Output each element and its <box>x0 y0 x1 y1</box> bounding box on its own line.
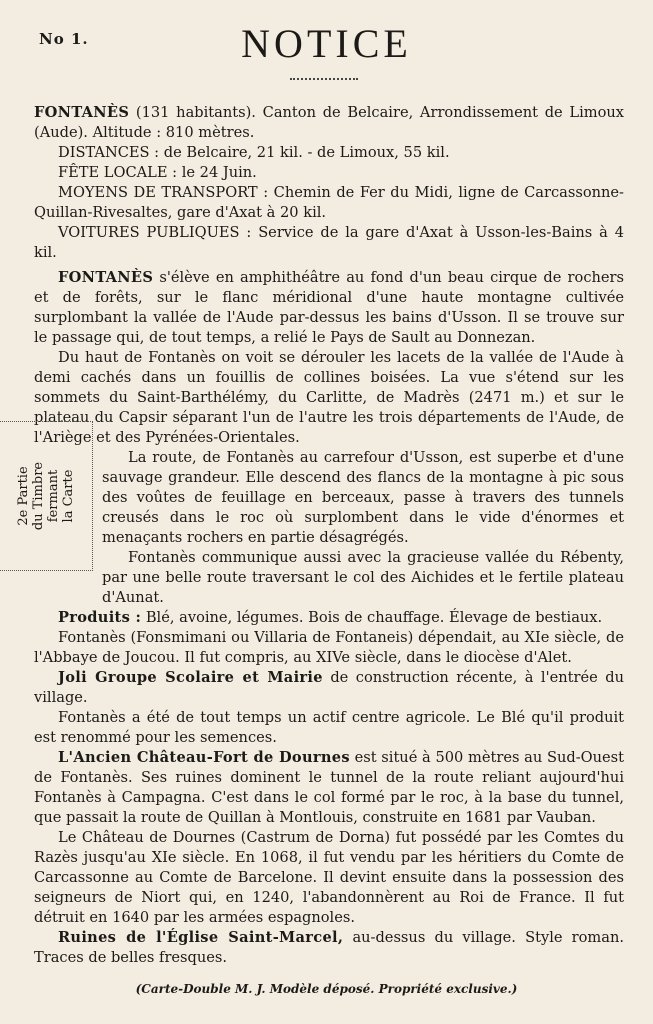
paragraph-history: Fontanès (Fonsmimani ou Villaria de Fontaneis) dépendait, au XIe siècle, de l'Abbaye de Joucou. Il fut compris, au XIVe siècle, dans le diocèse d'Alet. <box>34 629 624 666</box>
paragraph-intro <box>34 268 624 348</box>
commune-name: FONTANÈS <box>34 104 130 121</box>
commune-text: (131 habitants). Canton de Belcaire, Arrondissement de Limoux (Aude). Altitude : 810 mètres. <box>34 104 624 141</box>
voitures-text: Service de la gare d'Axat à Usson-les-Bains à 4 kil. <box>34 224 624 261</box>
fact-fete <box>34 163 624 183</box>
paragraph-view: Du haut de Fontanès on voit se dérouler les lacets de la vallée de l'Aude à demi cachés dans un fouillis de collines boisées. La vue s'étend sur les sommets du Saint-Barthélémy, du Carlitte, de Madrès (2471 m.) et sur le plateau du Capsir séparant l'un de l'autre les trois départements de l'Aude, de l'Ariège et des Pyrénées-Orientales. <box>34 349 624 446</box>
distances-label: DISTANCES : <box>58 144 160 161</box>
intro-text: s'élève en amphithéâtre au fond d'un beau cirque de rochers et de forêts, sur le flanc méridional d'une haute montagne cultivée surplombant la vallée de l'Aude par-dessus les bains d'Usson. Il se trouve sur le passage qui, de tout temps, a relié le Pays de Sault au Donnezan. <box>34 269 624 346</box>
paragraph-route: La route, de Fontanès au carrefour d'Usson, est superbe et d'une sauvage grandeur. Elle descend des flancs de la montagne à pic sous des voûtes de feuillage en berceaux, passe à travers des tunnels creusés dans le roc où surplombent dans le vide d'énormes et menaçants rochers en partie désagrégés. <box>102 449 624 546</box>
fact-voitures <box>34 223 624 263</box>
distances-text: de Belcaire, 21 kil. - de Limoux, 55 kil. <box>163 144 450 161</box>
paragraph-eglise <box>34 928 624 968</box>
fact-distances <box>34 143 624 163</box>
transport-text: Chemin de Fer du Midi, ligne de Carcassonne-Quillan-Rivesaltes, gare d'Axat à 20 kil. <box>34 184 624 221</box>
paragraph-agriculture: Fontanès a été de tout temps un actif centre agricole. Le Blé qu'il produit est renommé pour les semences. <box>34 709 624 746</box>
paragraph-chateau <box>34 748 624 828</box>
page-title: NOTICE <box>241 21 412 66</box>
paragraph-dournes: Le Château de Dournes (Castrum de Dorna) fut possédé par les Comtes du Razès jusqu'au XIe siècle. En 1068, il fut vendu par les héritiers du Comte de Carcassonne au Comte de Barcelone. Il devint ensuite dans la possession des seigneurs de Niort qui, en 1240, l'abandonnèrent au Roi de France. Il fut détruit en 1640 par les armées espagnoles. <box>34 829 624 926</box>
stamp-line-2: du Timbre <box>31 461 46 531</box>
paragraph-produits <box>34 608 624 628</box>
school-lead: Joli Groupe Scolaire et Mairie <box>58 669 323 686</box>
stamp-line-1: 2e Partie <box>16 466 31 526</box>
paragraph-school <box>34 668 624 708</box>
notice-body <box>34 103 624 968</box>
eglise-text: au-dessus du village. Style roman. Traces de belles fresques. <box>34 929 625 966</box>
stamp-wrap-zone <box>34 448 624 608</box>
transport-label: MOYENS DE TRANSPORT : <box>58 184 269 201</box>
voitures-label: VOITURES PUBLIQUES : <box>58 224 252 241</box>
chateau-text: est situé à 500 mètres au Sud-Ouest de Fontanès. Ses ruines dominent le tunnel de la route reliant aujourd'hui Fontanès à Campagna. C'est dans le col formé par le roc, à la base du tunnel, que passait la route de Quillan à Montlouis, construite en 1681 par Vauban. <box>34 749 624 826</box>
paragraph-rebenty: Fontanès communique aussi avec la gracieuse vallée du Rébenty, par une belle route traversant le col des Aichides et le fertile plateau d'Aunat. <box>102 549 624 606</box>
stamp-line-3: fermant <box>46 469 61 523</box>
school-text: de construction récente, à l'entrée du village. <box>34 669 624 706</box>
notice-number: No 1. <box>39 30 89 48</box>
fact-transport <box>34 183 624 223</box>
fete-text: le 24 Juin. <box>181 164 257 181</box>
stamp-label <box>16 462 76 530</box>
stamp-line-4: la Carte <box>61 469 76 523</box>
chateau-lead: L'Ancien Château-Fort de Dournes <box>58 749 350 766</box>
fete-label: FÊTE LOCALE : <box>58 164 178 181</box>
footer-note: (Carte-Double M. J. Modèle déposé. Propriété exclusive.) <box>135 982 518 996</box>
produits-lead: Produits : <box>58 609 142 626</box>
title-divider <box>290 78 358 80</box>
intro-lead: FONTANÈS <box>58 269 154 286</box>
stamp-fold-area <box>0 421 93 571</box>
fact-commune <box>34 103 624 143</box>
eglise-lead: Ruines de l'Église Saint-Marcel, <box>58 929 344 946</box>
produits-text: Blé, avoine, légumes. Bois de chauffage. Élevage de bestiaux. <box>145 609 603 626</box>
